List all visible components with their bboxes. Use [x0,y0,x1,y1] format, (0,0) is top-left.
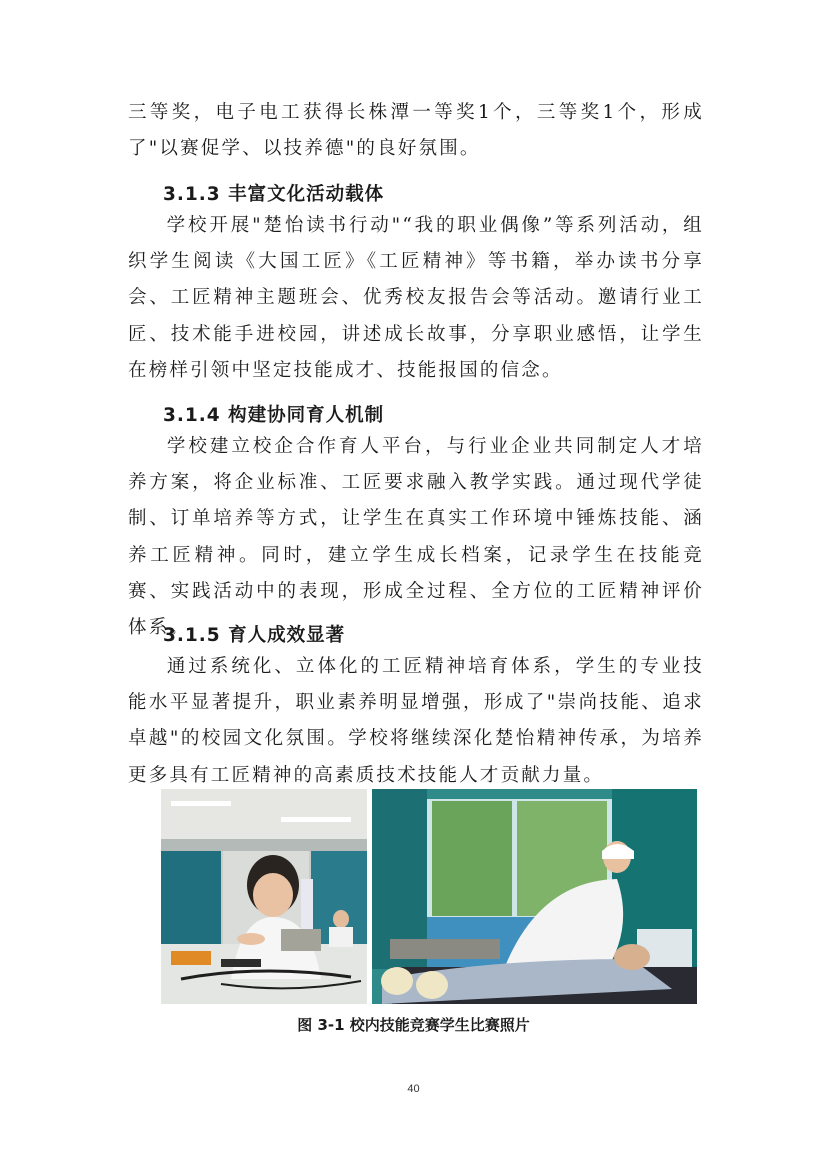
photo-electronics-student [161,789,367,1004]
photo-nursing-cpr [372,789,697,1004]
paragraph-culture-activities: 学校开展"楚怡读书行动"“我的职业偶像”等系列活动，组织学生阅读《大国工匠》《工匠精神》等书籍，举办读书分享会、工匠精神主题班会、优秀校友报告会等活动。邀请行业工匠、技术能手进校园，讲述成长故事，分享职业感悟，让学生在榜样引领中坚定技能成才、技能报国的信念。 [128,215,704,381]
section-heading-3-1-5: 3.1.5 育人成效显著 [163,625,346,646]
page-number: 40 [407,1083,420,1095]
figure-caption: 图 3-1 校内技能竞赛学生比赛照片 [297,1016,530,1034]
paragraph-continued: 三等奖，电子电工获得长株潭一等奖1个，三等奖1个，形成了"以赛促学、以技养德"的良好氛围。 [128,102,704,160]
section-heading-3-1-4: 3.1.4 构建协同育人机制 [163,405,385,426]
paragraph-collaborative-mechanism: 学校建立校企合作育人平台，与行业企业共同制定人才培养方案，将企业标准、工匠要求融入教学实践。通过现代学徒制、订单培养等方式，让学生在真实工作环境中锤炼技能、涵养工匠精神。同时，建立学生成长档案，记录学生在技能竞赛、实践活动中的表现，形成全过程、全方位的工匠精神评价体系。 [128,436,704,639]
section-heading-3-1-3: 3.1.3 丰富文化活动载体 [163,184,385,205]
paragraph-results: 通过系统化、立体化的工匠精神培育体系，学生的专业技能水平显著提升，职业素养明显增强，形成了"崇尚技能、追求卓越"的校园文化氛围。学校将继续深化楚怡精神传承，为培养更多具有工匠精神的高素质技术技能人才贡献力量。 [128,656,704,786]
